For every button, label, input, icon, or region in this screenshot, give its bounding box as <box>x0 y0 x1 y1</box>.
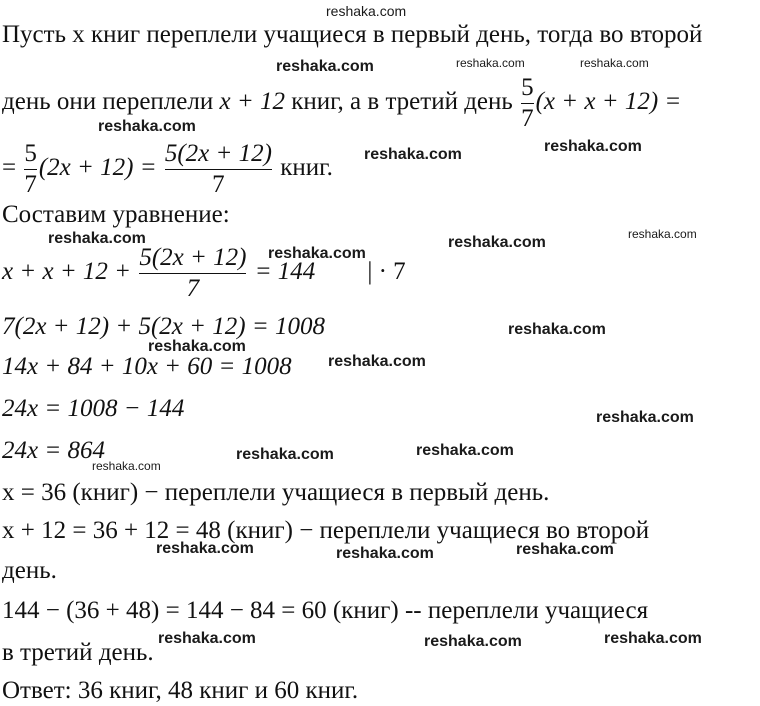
fraction-denominator: 7 <box>186 275 200 302</box>
fraction-bar <box>521 103 534 104</box>
line-10-text: x = 36 (книг) − переплели учащиеся в первый день. <box>2 479 550 506</box>
line-11-text: x + 12 = 36 + 12 = 48 (книг) − переплели учащиеся во второй <box>2 517 650 544</box>
watermark: reshaka.com <box>48 230 146 247</box>
line-12-text: день. <box>2 557 57 584</box>
equation-fraction <box>139 244 246 303</box>
watermark: reshaka.com <box>364 146 462 163</box>
line-2-expression: x + 12 <box>219 88 285 116</box>
text-line-4 <box>2 200 230 230</box>
text-line-8 <box>2 394 184 424</box>
text-line-9 <box>2 436 105 466</box>
fraction-numerator: 5(2x + 12) <box>164 140 272 167</box>
fraction-numerator: 5(2x + 12) <box>139 244 247 271</box>
text-line-15 <box>2 676 358 706</box>
watermark: reshaka.com <box>448 234 546 251</box>
watermark: reshaka.com <box>276 58 374 75</box>
line-2-part-a: день они переплели <box>2 88 220 116</box>
watermark: reshaka.com <box>424 633 522 650</box>
watermark: reshaka.com <box>516 541 614 558</box>
line-8-text: 24x = 1008 − 144 <box>2 395 185 422</box>
watermark: reshaka.com <box>336 545 434 562</box>
watermark: reshaka.com <box>92 459 161 473</box>
text-line-7 <box>2 352 292 382</box>
watermark: reshaka.com <box>98 118 196 135</box>
line-14-text: в третий день. <box>2 639 154 666</box>
watermark: reshaka.com <box>156 540 254 557</box>
line-3-part-c: книг. <box>273 154 333 182</box>
line-13-text: 144 − (36 + 48) = 144 − 84 = 60 (книг) -- переплели учащиеся <box>2 597 649 624</box>
line-7-text: 14x + 84 + 10x + 60 = 1008 <box>2 353 292 380</box>
watermark: reshaka.com <box>328 353 426 370</box>
line-4-text: Составим уравнение: <box>2 201 230 228</box>
watermark: reshaka.com <box>596 409 694 426</box>
fraction-denominator: 7 <box>521 105 534 132</box>
text-line-10 <box>2 478 549 508</box>
watermark: reshaka.com <box>544 138 642 155</box>
fraction-numerator: 5 <box>521 74 534 101</box>
watermark: reshaka.com <box>604 630 702 647</box>
text-line-13 <box>2 596 648 626</box>
watermark: reshaka.com <box>148 338 246 355</box>
line-2-part-d: (x + x + 12) = <box>535 88 682 116</box>
watermark: reshaka.com <box>508 321 606 338</box>
watermark: reshaka.com <box>416 442 514 459</box>
line-1-text: Пусть x книг переплели учащиеся в первый день, тогда во второй <box>2 21 703 48</box>
watermark: reshaka.com <box>326 3 407 19</box>
fraction-5-7-second <box>24 140 37 199</box>
line-9-text: 24x = 864 <box>2 437 105 464</box>
fraction-bar <box>24 169 37 170</box>
text-line-3 <box>2 140 333 199</box>
line-6-text: 7(2x + 12) + 5(2x + 12) = 1008 <box>2 313 325 340</box>
watermark: reshaka.com <box>268 245 366 262</box>
line-15-text: Ответ: 36 книг, 48 книг и 60 книг. <box>2 677 359 704</box>
fraction-bar <box>139 273 246 274</box>
watermark: reshaka.com <box>628 227 697 241</box>
watermark: reshaka.com <box>580 56 649 70</box>
fraction-numerator: 5 <box>24 140 37 167</box>
watermark: reshaka.com <box>158 630 256 647</box>
fraction-expression <box>165 140 272 199</box>
line-3-part-b: (2x + 12) = <box>38 154 163 182</box>
line-5-multiplier: | · 7 <box>367 258 406 286</box>
watermark: reshaka.com <box>456 56 525 70</box>
text-line-1 <box>2 20 702 50</box>
fraction-bar <box>165 169 272 170</box>
line-3-part-a: = <box>2 154 23 182</box>
fraction-denominator: 7 <box>212 171 225 198</box>
fraction-5-7 <box>521 74 534 133</box>
text-line-12 <box>2 556 57 586</box>
fraction-denominator: 7 <box>24 171 37 198</box>
text-line-14 <box>2 638 154 668</box>
line-5-part-b: = 144 <box>248 258 316 286</box>
line-5-part-a: x + x + 12 + <box>2 258 138 286</box>
watermark: reshaka.com <box>236 446 334 463</box>
line-2-part-c: книг, а в третий день <box>284 88 520 116</box>
